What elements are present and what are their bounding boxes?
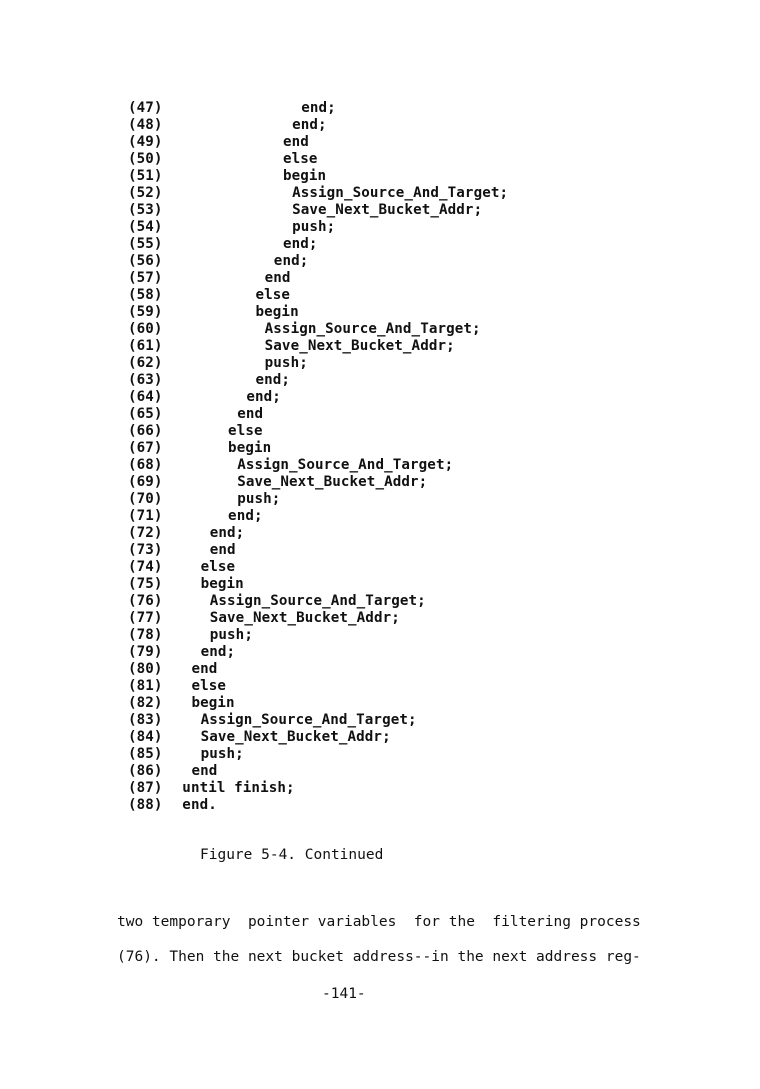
code-text: Save_Next_Bucket_Addr;	[264, 338, 455, 354]
code-text: Save_Next_Bucket_Addr;	[237, 474, 428, 490]
line-number: (66)	[128, 423, 163, 439]
code-text: Save_Next_Bucket_Addr;	[200, 729, 391, 745]
code-text: end;	[246, 389, 281, 405]
line-number: (62)	[128, 355, 163, 371]
line-number: (63)	[128, 372, 163, 388]
line-number: (60)	[128, 321, 163, 337]
code-text: end;	[228, 508, 263, 524]
code-text: push;	[200, 746, 244, 762]
line-number: (87)	[128, 780, 163, 796]
line-number: (70)	[128, 491, 163, 507]
code-text: end;	[255, 372, 291, 388]
line-number: (65)	[128, 406, 163, 422]
code-text: push;	[264, 355, 308, 371]
line-number: (51)	[128, 168, 163, 184]
code-text: Assign_Source_And_Target;	[209, 593, 426, 609]
line-number: (88)	[128, 797, 163, 813]
line-number: (48)	[128, 117, 163, 133]
body-text-line: two temporary pointer variables for the filtering process	[117, 914, 641, 930]
line-number: (67)	[128, 440, 163, 456]
line-number: (53)	[128, 202, 163, 218]
code-text: end;	[273, 253, 309, 269]
line-number: (50)	[128, 151, 163, 167]
line-number: (77)	[128, 610, 163, 626]
line-number: (74)	[128, 559, 163, 575]
code-text: begin	[255, 304, 299, 320]
line-number: (76)	[128, 593, 163, 609]
line-number: (55)	[128, 236, 163, 252]
page-number: -141-	[322, 986, 366, 1002]
code-text: else	[255, 287, 291, 303]
code-text: else	[200, 559, 236, 575]
code-text: push;	[209, 627, 253, 643]
code-text: else	[228, 423, 263, 439]
line-number: (69)	[128, 474, 163, 490]
line-number: (61)	[128, 338, 163, 354]
line-number: (73)	[128, 542, 163, 558]
code-text: end;	[301, 100, 336, 116]
line-number: (54)	[128, 219, 163, 235]
line-number: (85)	[128, 746, 163, 762]
code-text: end	[209, 542, 236, 558]
code-text: end.	[182, 797, 217, 813]
code-text: Save_Next_Bucket_Addr;	[209, 610, 400, 626]
code-text: Assign_Source_And_Target;	[200, 712, 417, 728]
code-text: else	[191, 678, 227, 694]
code-text: end;	[209, 525, 245, 541]
code-text: begin	[228, 440, 272, 456]
line-number: (57)	[128, 270, 163, 286]
line-number: (81)	[128, 678, 163, 694]
figure-caption: Figure 5-4. Continued	[200, 847, 384, 863]
code-text: end;	[200, 644, 236, 660]
code-text: Assign_Source_And_Target;	[264, 321, 481, 337]
line-number: (71)	[128, 508, 163, 524]
code-text: push;	[237, 491, 281, 507]
line-number: (59)	[128, 304, 163, 320]
line-number: (56)	[128, 253, 163, 269]
line-number: (64)	[128, 389, 163, 405]
code-text: begin	[191, 695, 235, 711]
code-text: until finish;	[182, 780, 295, 796]
line-number: (68)	[128, 457, 163, 473]
line-number: (78)	[128, 627, 163, 643]
code-text: begin	[282, 168, 327, 184]
code-text: end;	[282, 236, 318, 252]
line-number: (49)	[128, 134, 163, 150]
code-text: end	[191, 763, 218, 779]
line-number: (58)	[128, 287, 163, 303]
line-number: (75)	[128, 576, 163, 592]
code-text: Save_Next_Bucket_Addr;	[292, 202, 483, 218]
line-number: (84)	[128, 729, 163, 745]
code-text: end	[191, 661, 218, 677]
body-text-line: (76). Then the next bucket address--in the next address reg-	[117, 949, 641, 965]
code-text: end	[264, 270, 291, 286]
code-text: Assign_Source_And_Target;	[292, 185, 509, 201]
line-number: (80)	[128, 661, 163, 677]
line-number: (47)	[128, 100, 163, 116]
code-text: end;	[292, 117, 327, 133]
code-text: end	[282, 134, 309, 150]
code-text: else	[282, 151, 318, 167]
line-number: (52)	[128, 185, 163, 201]
code-text: begin	[200, 576, 244, 592]
line-number: (82)	[128, 695, 163, 711]
line-number: (72)	[128, 525, 163, 541]
line-number: (86)	[128, 763, 163, 779]
code-text: Assign_Source_And_Target;	[237, 457, 454, 473]
line-number: (83)	[128, 712, 163, 728]
code-text: push;	[292, 219, 336, 235]
line-number: (79)	[128, 644, 163, 660]
code-text: end	[237, 406, 264, 422]
